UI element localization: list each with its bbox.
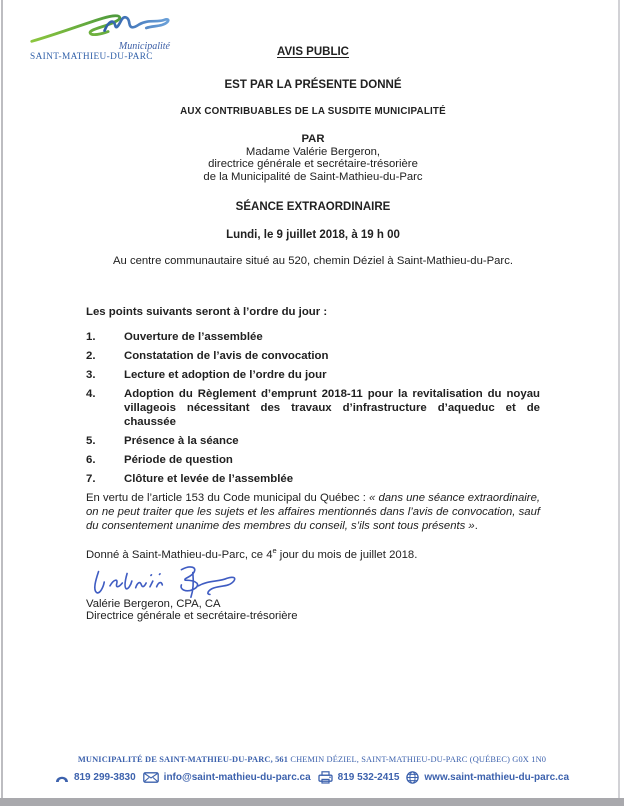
footer-phone (55, 772, 136, 783)
agenda-list (86, 330, 540, 486)
agenda-item (86, 368, 540, 382)
agenda-item-text: Clôture et levée de l’assemblée (124, 472, 294, 485)
phone-icon (55, 773, 69, 783)
dateline-ordinal: e (272, 546, 277, 556)
handwritten-signature (80, 563, 258, 603)
agenda-item (86, 330, 540, 344)
notice-title: AVIS PUBLIC (277, 46, 349, 58)
issuer-name: Madame Valérie Bergeron, (245, 146, 381, 158)
agenda-item-number: 4. (86, 387, 96, 400)
footer-fax (318, 771, 400, 784)
footer-email (143, 772, 311, 783)
signatory-title: Directrice générale et secrétaire-trésorière (86, 610, 298, 623)
agenda-item-text: Adoption du Règlement d’emprunt 2018-11 pour la revitalisation du noyau villageois nécessitant des travaux d’infrastructure d’aqueduc et de chaussée (124, 387, 540, 428)
dateline-prefix: Donné à Saint-Mathieu-du-Parc, ce 4 (86, 548, 273, 561)
par-label: PAR (301, 133, 325, 145)
agenda-item (86, 387, 540, 429)
agenda-item-text: Période de question (124, 453, 233, 466)
agenda-item-text: Ouverture de l’assemblée (124, 330, 263, 343)
agenda-item-number: 3. (86, 368, 96, 381)
footer-website (406, 771, 569, 784)
session-type: SÉANCE EXTRAORDINAIRE (235, 200, 391, 213)
logo-municipality-name: SAINT-MATHIEU-DU-PARC (30, 52, 153, 62)
footer-address (0, 755, 624, 764)
session-datetime: Lundi, le 9 juillet 2018, à 19 h 00 (226, 228, 400, 241)
globe-icon (406, 771, 419, 784)
footer-address-bold: MUNICIPALITÉ DE SAINT-MATHIEU-DU-PARC, 561 (77, 755, 289, 764)
signatory-name: Valérie Bergeron, CPA, CA (86, 597, 221, 610)
agenda-item (86, 349, 540, 363)
notice-addressees: AUX CONTRIBUABLES DE LA SUSDITE MUNICIPALITÉ (180, 106, 446, 117)
agenda-item-text: Lecture et adoption de l’ordre du jour (124, 368, 327, 381)
legal-prefix: En vertu de l’article 153 du Code municipal du Québec : (86, 491, 370, 504)
agenda-item-number: 1. (86, 330, 96, 343)
agenda-item-number: 7. (86, 472, 96, 485)
issuer-role: directrice générale et secrétaire-trésorière (208, 158, 418, 171)
footer-address-rest: CHEMIN DÉZIEL, SAINT-MATHIEU-DU-PARC (QUÉBEC) G0X 1N0 (288, 755, 547, 764)
agenda-intro: Les points suivants seront à l’ordre du jour : (86, 305, 328, 318)
agenda-item-text: Présence à la séance (124, 434, 239, 447)
footer-fax-number: 819 532-2415 (337, 772, 400, 783)
logo-municipality-label: Municipalité (118, 41, 170, 52)
fax-icon (318, 771, 333, 784)
envelope-icon (143, 772, 159, 783)
footer-website-url: www.saint-mathieu-du-parc.ca (424, 772, 570, 783)
footer-email-address: info@saint-mathieu-du-parc.ca (163, 772, 311, 783)
agenda-item (86, 472, 540, 486)
legal-quote: « dans une séance extraordinaire, on ne peut traiter que les sujets et les affaires mentionnés dans l’avis de convocation, sauf du consentement unanime des membres du conseil, s’ils sont tous présents » (86, 491, 540, 532)
footer-phone-number: 819 299-3830 (73, 772, 136, 783)
legal-paragraph (86, 491, 540, 533)
session-location: Au centre communautaire situé au 520, chemin Déziel à Saint-Mathieu-du-Parc. (113, 254, 513, 267)
agenda-item (86, 434, 540, 448)
issuer-org: de la Municipalité de Saint-Mathieu-du-Parc (203, 170, 423, 183)
page-edge-bottom (0, 798, 624, 806)
agenda-item-number: 6. (86, 453, 96, 466)
legal-suffix: . (474, 519, 478, 532)
notice-given-line: EST PAR LA PRÉSENTE DONNÉ (224, 79, 402, 91)
agenda-item (86, 453, 540, 467)
letterhead-footer (0, 755, 624, 784)
agenda-item-number: 2. (86, 349, 96, 362)
footer-contacts (0, 771, 624, 784)
agenda-item-text: Constatation de l’avis de convocation (124, 349, 329, 362)
dateline-suffix: jour du mois de juillet 2018. (276, 548, 418, 561)
agenda-item-number: 5. (86, 434, 96, 447)
dateline (86, 546, 540, 562)
